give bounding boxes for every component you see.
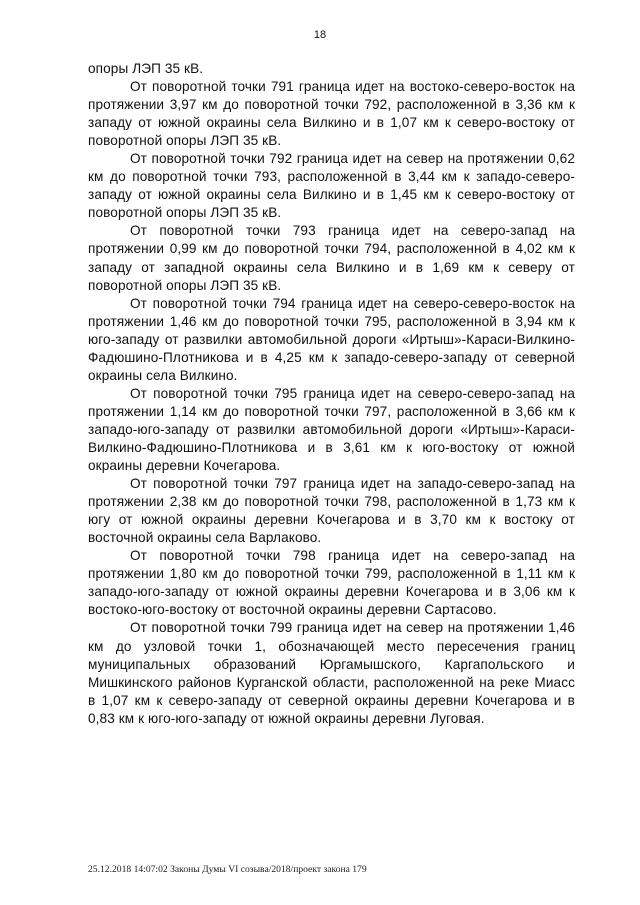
- page-footer: 25.12.2018 14:07:02 Законы Думы VI созыва/2018/проект закона 179: [88, 864, 367, 875]
- paragraph-point-791: От поворотной точки 791 граница идет на востоко-северо-восток на протяжении 3,97 км до поворотной точки 792, расположенной в 3,36 км к западу от южной окраины села Вилкино и в 1,07 км к северо-востоку от поворотной опоры ЛЭП 35 кВ.: [88, 79, 575, 149]
- paragraph-continuation: опоры ЛЭП 35 кВ.: [88, 61, 204, 76]
- page-number: 18: [313, 29, 327, 41]
- paragraph-point-798: От поворотной точки 798 граница идет на северо-запад на протяжении 1,80 км до поворотной точки 799, расположенной в 1,11 км к западо-юго-западу от южной окраины деревни Кочегарова и в 3,06 км к востоко-юго-востоку от восточной окраины деревни Сартасово.: [88, 548, 575, 618]
- paragraph-point-799: От поворотной точки 799 граница идет на север на протяжении 1,46 км до узловой точки 1, обозначающей место пересечения границ муниципальных образований Юргамышского, Каргапольского и Мишкинского районов Курганской области, расположенной на реке Миасс в 1,07 км к северо-западу от северной окраины деревни Кочегарова и в 0,83 км к юго-юго-западу от южной окраины деревни Луговая.: [88, 620, 575, 726]
- paragraph-point-793: От поворотной точки 793 граница идет на северо-запад на протяжении 0,99 км до поворотной точки 794, расположенной в 4,02 км к западу от западной окраины села Вилкино и в 1,69 км к северу от поворотной опоры ЛЭП 35 кВ.: [88, 223, 575, 293]
- paragraph-point-794: От поворотной точки 794 граница идет на северо-северо-восток на протяжении 1,46 км до поворотной точки 795, расположенной в 3,94 км к юго-западу от развилки автомобильной дороги «Иртыш»-Караси-Вилкино-Фадюшино-Плотникова и в 4,25 км к западо-северо-западу от северной окраины села Вилкино.: [88, 295, 575, 383]
- document-body: [88, 60, 575, 728]
- paragraph-point-795: От поворотной точки 795 граница идет на северо-северо-запад на протяжении 1,14 км до поворотной точки 797, расположенной в 3,66 км к западо-юго-западу от развилки автомобильной дороги «Иртыш»-Караси-Вилкино-Фадюшино-Плотникова и в 3,61 км к юго-востоку от южной окраины деревни Кочегарова.: [88, 385, 575, 474]
- paragraph-point-797: От поворотной точки 797 граница идет на западо-северо-запад на протяжении 2,38 км до поворотной точки 798, расположенной в 1,73 км к югу от южной окраины деревни Кочегарова и в 3,70 км к востоку от восточной окраины села Варлаково.: [88, 476, 575, 546]
- paragraph-point-792: От поворотной точки 792 граница идет на север на протяжении 0,62 км до поворотной точки 793, расположенной в 3,44 км к западо-северо-западу от южной окраины села Вилкино и в 1,45 км к северо-востоку от поворотной опоры ЛЭП 35 кВ.: [88, 151, 575, 221]
